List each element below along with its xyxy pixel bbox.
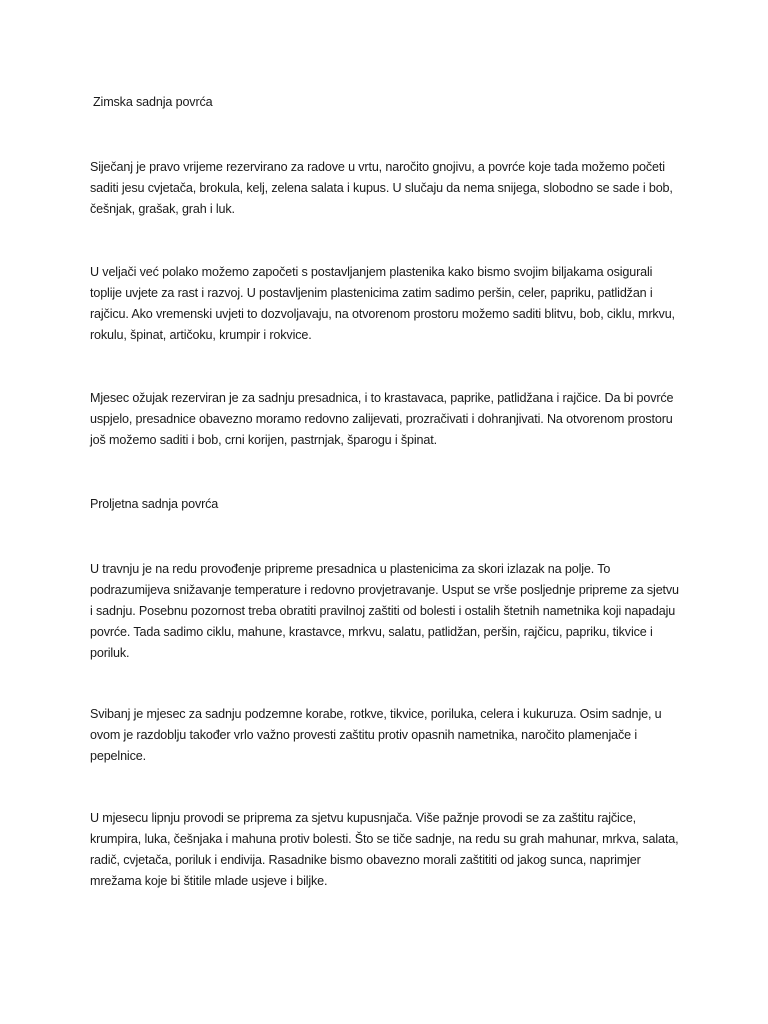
heading-winter-planting: Zimska sadnja povrća <box>93 95 213 109</box>
paragraph-june: U mjesecu lipnju provodi se priprema za sjetvu kupusnjača. Više pažnje provodi se za zaštitu rajčice, krumpira, luka, češnjaka i mahuna protiv bolesti. Što se tiče sadnje, na redu su grah mahunar, mrkva, salata, radič, cvjetača, poriluk i endivija. Rasadnike bismo obavezno morali zaštititi od jakog sunca, naprimjer mrežama koje bi štitile mlade usjeve i biljke. <box>90 811 679 888</box>
heading-spring-planting: Proljetna sadnja povrća <box>90 497 219 511</box>
paragraph-may: Svibanj je mjesec za sadnju podzemne korabe, rotkve, tikvice, poriluka, celera i kukuruza. Osim sadnje, u ovom je razdoblju također vrlo važno provesti zaštitu protiv opasnih nametnika, naročito plamenjače i pepelnice. <box>90 707 662 763</box>
paragraph-march: Mjesec ožujak rezerviran je za sadnju presadnica, i to krastavaca, paprike, patlidžana i rajčice. Da bi povrće uspjelo, presadnice obavezno moramo redovno zalijevati, prozračivati i dohranjivati. Na otvorenom prostoru još možemo saditi i bob, crni korijen, pastrnjak, šparogu i špinat. <box>90 391 674 447</box>
paragraph-april: U travnju je na redu provođenje pripreme presadnica u plastenicima za skori izlazak na polje. To podrazumijeva snižavanje temperature i redovno provjetravanje. Usput se vrše posljednje pripreme za sjetvu i sadnju. Posebnu pozornost treba obratiti pravilnoj zaštiti od bolesti i ostalih štetnih nametnika koji napadaju povrće. Tada sadimo ciklu, mahune, krastavce, mrkvu, salatu, patlidžan, peršin, rajčicu, papriku, tikvice i poriluk. <box>90 562 679 660</box>
paragraph-february: U veljači već polako možemo započeti s postavljanjem plastenika kako bismo svojim biljakama osigurali toplije uvjete za rast i razvoj. U postavljenim plastenicima zatim sadimo peršin, celer, papriku, patlidžan i rajčicu. Ako vremenski uvjeti to dozvoljavaju, na otvorenom prostoru možemo saditi blitvu, bob, ciklu, mrkvu, rokulu, špinat, artičoku, krumpir i rokvice. <box>90 265 675 342</box>
paragraph-january: Siječanj je pravo vrijeme rezervirano za radove u vrtu, naročito gnojivu, a povrće koje tada možemo početi saditi jesu cvjetača, brokula, kelj, zelena salata i kupus. U slučaju da nema snijega, slobodno se sade i bob, češnjak, grašak, grah i luk. <box>90 160 673 216</box>
